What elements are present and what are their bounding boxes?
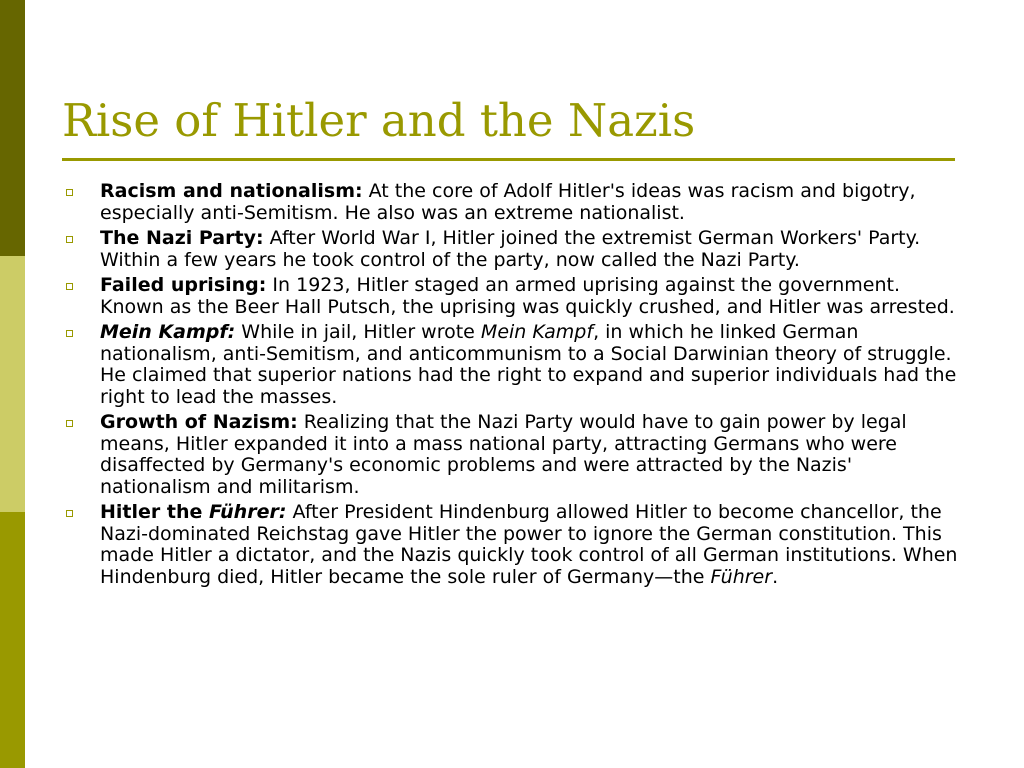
bullet-racism-nationalism: [62, 181, 968, 224]
square-bullet-icon: [66, 330, 73, 337]
bullet-text: After World War I, Hitler joined the extremist German Workers' Party. Within a few years he took control of the party, now called the Nazi Party.: [100, 227, 921, 271]
bullet-text: Realizing that the Nazi Party would have to gain power by legal means, Hitler expanded it into a mass national party, attracting Germans who were disaffected by Germany's economic problems and were attracted by the Nazis' nationalism and militarism.: [100, 411, 907, 498]
side-accent-bar: [0, 0, 25, 768]
bullet-lead: Racism and nationalism:: [100, 180, 363, 202]
bullet-growth-of-nazism: [62, 412, 968, 498]
side-bar-middle-segment: [0, 256, 25, 512]
title-underline: [62, 158, 955, 161]
bullet-lead-prefix: Hitler the: [100, 501, 209, 523]
book-title: Mein Kampf: [480, 321, 594, 343]
side-bar-bottom-segment: [0, 512, 25, 768]
bullet-lead: [100, 501, 286, 523]
square-bullet-icon: [66, 189, 73, 196]
square-bullet-icon: [66, 283, 73, 290]
bullet-text-continued: , in which he linked German nationalism, anti-Semitism, and anticommunism to a Social Darwinian theory of struggle. He claimed that superior nations had the right to expand and superior individuals had the right to lead the masses.: [100, 321, 957, 408]
bullet-nazi-party: [62, 228, 968, 271]
bullet-text-continued: .: [772, 565, 779, 588]
bullet-lead-italic: Mein Kampf:: [100, 321, 236, 343]
bullet-text: After President Hindenburg allowed Hitler to become chancellor, the Nazi-dominated Reichstag gave Hitler the power to ignore the German constitution. This made Hitler a dictator, and the Nazis quickly took control of all German institutions. When Hindenburg died, Hitler became the sole ruler of Germany—the: [100, 501, 958, 588]
bullet-text: At the core of Adolf Hitler's ideas was racism and bigotry, especially anti-Semitism. He also was an extreme nationalist.: [100, 180, 916, 224]
bullet-mein-kampf: [62, 322, 968, 408]
bullet-text: While in jail, Hitler wrote: [235, 321, 481, 343]
bullet-failed-uprising: [62, 275, 968, 318]
bullet-lead: Failed uprising:: [100, 274, 267, 296]
bullet-list: [62, 181, 968, 592]
bullet-lead: The Nazi Party:: [100, 227, 264, 249]
bullet-lead-italic: Führer:: [209, 501, 287, 523]
slide-title: Rise of Hitler and the Nazis: [62, 94, 696, 147]
square-bullet-icon: [66, 236, 73, 243]
bullet-lead: [100, 321, 235, 343]
bullet-text: In 1923, Hitler staged an armed uprising against the government. Known as the Beer Hall Putsch, the uprising was quickly crushed, and Hitler was arrested.: [100, 274, 955, 318]
side-bar-top-segment: [0, 0, 25, 256]
bullet-lead: Growth of Nazism:: [100, 411, 298, 433]
square-bullet-icon: [66, 510, 73, 517]
fuhrer-term: Führer: [710, 565, 773, 588]
square-bullet-icon: [66, 420, 73, 427]
bullet-hitler-the-fuhrer: [62, 502, 968, 588]
